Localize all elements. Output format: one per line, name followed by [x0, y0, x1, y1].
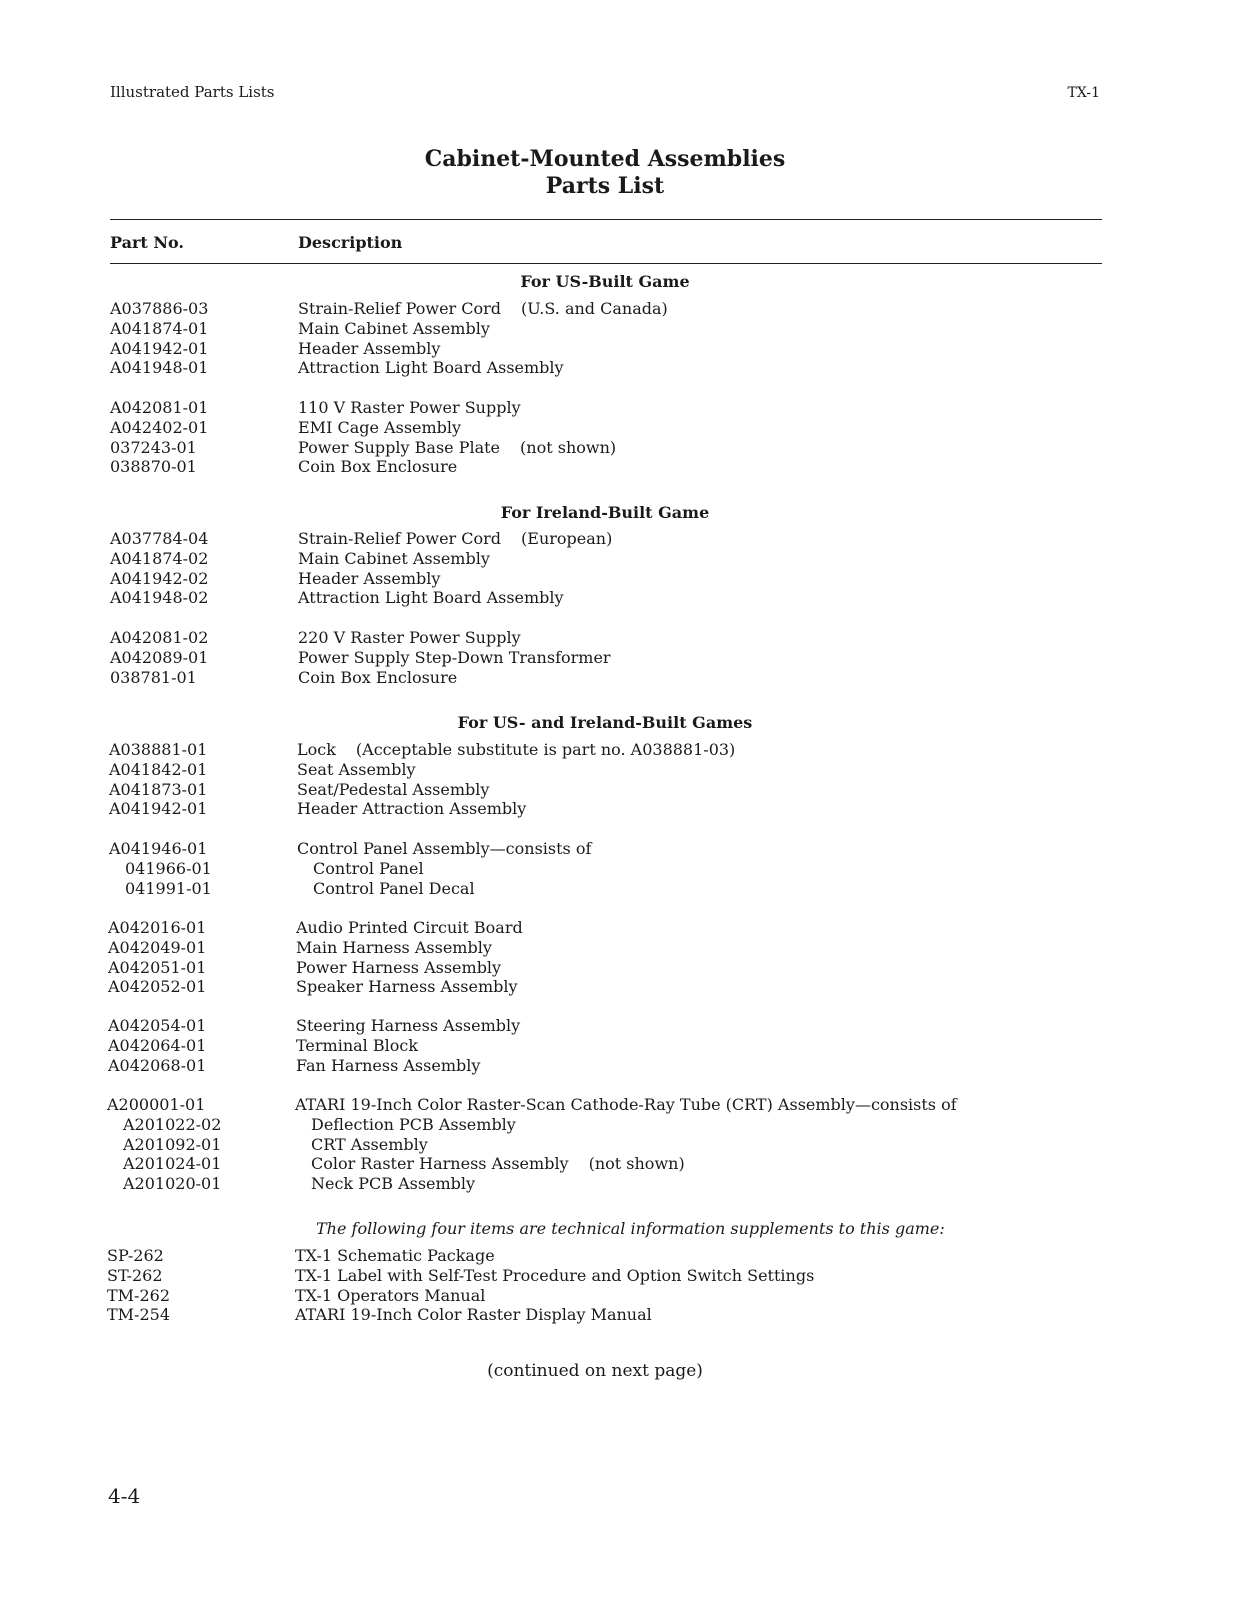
- part-description: [296, 918, 523, 938]
- part-description: [296, 958, 501, 978]
- part-number: A201020-01: [123, 1174, 222, 1194]
- description-text: Terminal Block: [296, 1035, 419, 1055]
- description-text: Steering Harness Assembly: [296, 1016, 521, 1035]
- part-number: A041948-01: [110, 358, 209, 378]
- part-number: A042016-01: [108, 918, 207, 937]
- description-text: Seat/Pedestal Assembly: [297, 779, 490, 799]
- description-text: CRT Assembly: [311, 1134, 428, 1154]
- part-description: [298, 358, 564, 378]
- running-header-left: Illustrated Parts Lists: [110, 83, 275, 101]
- part-number: A041873-01: [109, 779, 208, 799]
- part-number: A042049-01: [108, 937, 207, 957]
- part-description: [296, 977, 518, 997]
- top-rule: [110, 219, 1102, 220]
- part-number: 041991-01: [125, 878, 212, 898]
- part-number: A042081-01: [110, 398, 209, 417]
- part-number: A042064-01: [108, 1035, 207, 1055]
- part-number: A201092-01: [123, 1134, 222, 1154]
- part-description: [298, 549, 490, 569]
- description-text: TX-1 Label with Self-Test Procedure and Option Switch Settings: [295, 1265, 815, 1285]
- part-number: SP-262: [107, 1246, 164, 1265]
- title-line-1: Cabinet-Mounted Assemblies: [424, 146, 786, 172]
- description-text: Header Assembly: [298, 338, 441, 358]
- part-description: [295, 1095, 957, 1115]
- part-description: [298, 569, 440, 589]
- part-number: A042089-01: [110, 647, 209, 667]
- description-text: 220 V Raster Power Supply: [298, 628, 521, 647]
- description-text: Seat Assembly: [297, 759, 416, 779]
- section-us-ireland-built: For US- and Ireland-Built Games: [457, 713, 753, 732]
- part-description: [311, 1115, 516, 1135]
- description-text: Speaker Harness Assembly: [296, 977, 518, 997]
- description-text: Audio Printed Circuit Board: [296, 918, 523, 937]
- part-description: [296, 1016, 520, 1036]
- page-number: 4-4: [108, 1484, 141, 1508]
- part-description: [298, 319, 490, 339]
- description-text: Header Attraction Assembly: [297, 799, 527, 819]
- part-description: [296, 938, 492, 958]
- part-number: A042068-01: [108, 1055, 207, 1075]
- description-text: Neck PCB Assembly: [311, 1174, 476, 1194]
- description-text: Lock: [297, 740, 336, 759]
- description-text: Power Harness Assembly: [296, 957, 502, 977]
- part-description: [298, 339, 440, 359]
- running-header-right: TX-1: [1067, 85, 1100, 101]
- part-number: A041942-01: [109, 799, 208, 819]
- part-description: [297, 740, 735, 760]
- description-text: Control Panel Decal: [313, 878, 475, 898]
- part-description: [297, 799, 526, 819]
- description-text: Attraction Light Board Assembly: [298, 358, 564, 378]
- part-description: [298, 457, 457, 477]
- description-text: Strain-Relief Power Cord: [298, 299, 502, 318]
- continued-note: (continued on next page): [487, 1361, 703, 1381]
- title-line-2: Parts List: [545, 173, 665, 199]
- description-text: Coin Box Enclosure: [298, 667, 458, 687]
- part-description: [298, 648, 611, 668]
- part-number: 041966-01: [125, 858, 212, 878]
- supplement-note: The following four items are technical information supplements to this game:: [316, 1219, 945, 1238]
- part-number: A041948-02: [110, 588, 209, 608]
- part-description: [295, 1246, 495, 1266]
- part-number: A042051-01: [108, 957, 207, 977]
- page-title: [0, 146, 1210, 200]
- description-text: Deflection PCB Assembly: [311, 1114, 516, 1134]
- section-ireland-built: For Ireland-Built Game: [500, 503, 710, 522]
- description-text: TX-1 Schematic Package: [295, 1246, 495, 1265]
- part-number: A041842-01: [109, 759, 208, 779]
- part-description: [298, 398, 521, 418]
- part-number: A037784-04: [110, 529, 209, 548]
- description-text: Header Assembly: [298, 568, 441, 588]
- part-description: [313, 879, 475, 899]
- part-number: A041942-02: [110, 568, 209, 588]
- description-text: Coin Box Enclosure: [298, 457, 458, 477]
- part-number: A200001-01: [107, 1095, 206, 1114]
- part-number: 038781-01: [110, 667, 197, 687]
- description-note: (Acceptable substitute is part no. A038881-03): [355, 740, 736, 759]
- part-number: A041874-02: [110, 548, 209, 568]
- description-text: Color Raster Harness Assembly: [311, 1154, 569, 1174]
- part-description: [311, 1154, 685, 1174]
- part-number: A042054-01: [108, 1016, 207, 1035]
- part-description: [298, 529, 612, 549]
- part-description: [298, 668, 457, 688]
- part-description: [298, 418, 461, 438]
- description-text: Main Harness Assembly: [296, 937, 492, 957]
- description-text: EMI Cage Assembly: [298, 417, 462, 437]
- part-description: [311, 1174, 475, 1194]
- description-text: Power Supply Base Plate: [298, 437, 501, 457]
- part-description: [295, 1286, 485, 1306]
- part-description: [311, 1135, 428, 1155]
- description-note: (U.S. and Canada): [521, 299, 668, 318]
- description-text: TX-1 Operators Manual: [295, 1285, 486, 1305]
- section-us-built: For US-Built Game: [520, 272, 690, 291]
- part-number: A201024-01: [123, 1154, 222, 1174]
- part-description: [297, 760, 416, 780]
- description-text: Main Cabinet Assembly: [298, 318, 490, 338]
- part-description: [298, 299, 668, 319]
- description-text: Main Cabinet Assembly: [298, 548, 490, 568]
- part-description: [297, 839, 591, 859]
- description-text: Strain-Relief Power Cord: [298, 529, 502, 548]
- part-number: A042081-02: [110, 628, 209, 647]
- part-number: A037886-03: [110, 299, 209, 318]
- part-description: [298, 438, 616, 458]
- header-rule: [110, 263, 1102, 264]
- part-number: ST-262: [107, 1265, 163, 1285]
- part-number: TM-254: [107, 1305, 170, 1325]
- description-text: ATARI 19-Inch Color Raster-Scan Cathode-Ray Tube (CRT) Assembly—consists of: [295, 1095, 957, 1114]
- part-number: A201022-02: [123, 1114, 222, 1134]
- part-description: [295, 1266, 814, 1286]
- part-description: [296, 1036, 418, 1056]
- description-text: Attraction Light Board Assembly: [298, 588, 564, 608]
- description-text: Control Panel Assembly—consists of: [297, 839, 592, 858]
- description-text: Control Panel: [313, 858, 424, 878]
- description-text: ATARI 19-Inch Color Raster Display Manual: [295, 1305, 652, 1325]
- part-number: 038870-01: [110, 457, 197, 477]
- description-note: (European): [521, 529, 613, 548]
- part-description: [297, 780, 489, 800]
- part-number: 037243-01: [110, 437, 197, 457]
- part-description: [298, 628, 521, 648]
- part-description: [313, 859, 424, 879]
- column-header-part-no: Part No.: [110, 233, 184, 252]
- description-text: Fan Harness Assembly: [296, 1055, 481, 1075]
- description-note: (not shown): [520, 437, 617, 457]
- part-description: [295, 1305, 652, 1325]
- part-number: TM-262: [107, 1285, 170, 1305]
- description-note: (not shown): [588, 1154, 685, 1174]
- part-number: A041874-01: [110, 318, 209, 338]
- part-number: A042402-01: [110, 417, 209, 437]
- part-description: [296, 1056, 480, 1076]
- part-description: [298, 588, 564, 608]
- part-number: A041942-01: [110, 338, 209, 358]
- part-number: A038881-01: [109, 740, 208, 759]
- description-text: Power Supply Step-Down Transformer: [298, 647, 611, 667]
- description-text: 110 V Raster Power Supply: [298, 398, 521, 417]
- part-number: A041946-01: [109, 839, 208, 858]
- part-number: A042052-01: [108, 977, 207, 997]
- column-header-description: Description: [298, 233, 403, 252]
